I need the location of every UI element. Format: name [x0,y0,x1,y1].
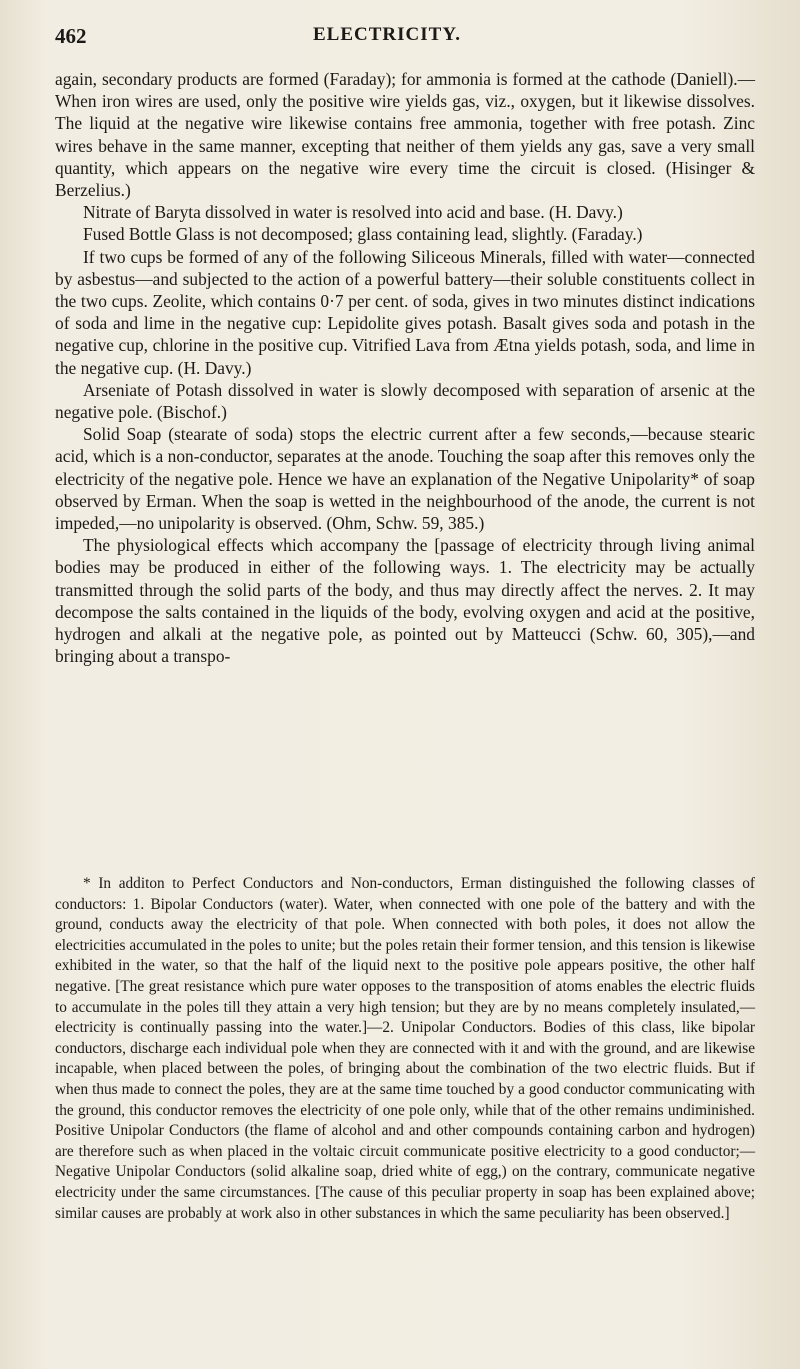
paragraph-physiological-effects: The physiological effects which accompany the [passage of electricity through living animal bodies may be produced in either of the following ways. 1. The electricity may be actually transmitted through the solid parts of the body, and thus may directly affect the nerves. 2. It may decompose the salts contained in the liquids of the body, evolving oxygen and acid at the positive, hydrogen and alkali at the negative pole, as pointed out by Matteucci (Schw. 60, 305),—and bringing about a transpo- [55,535,755,667]
main-text [55,68,755,667]
footnote-conductors: * In additon to Perfect Conductors and Non-conductors, Erman distinguished the following classes of conductors: 1. Bipolar Conductors (water). Water, when connected with one pole of the battery and with the ground, conducts away the electricity of that pole. When connected with both poles, it does not allow the electricities accumulated in the poles to unite; but the poles retain their former tension, and this tension is likewise exhibited in the water, so that the half of the liquid next to the positive pole appears positive, the other half negative. [The great resistance which pure water opposes to the transposition of atoms enables the electric fluids to accumulate in the poles till they attain a very high tension; but they are by no means completely insulated,—electricity is continually passing into the water.]—2. Unipolar Conductors. Bodies of this class, like bipolar conductors, discharge each individual pole when they are connected with it and with the ground, and are likewise incapable, when placed between the poles, of bringing about the combination of the two electric fluids. But if when thus made to connect the poles, they are at the same time touched by a good conductor communicating with the ground, this conductor removes the electricity of one pole only, while that of the other remains undiminished. Positive Unipolar Conductors (the flame of alcohol and and other compounds containing carbon and hydrogen) are therefore such as when placed in the voltaic circuit communicate positive electricity to a good conductor;—Negative Unipolar Conductors (solid alkaline soap, dried white of egg,) on the contrary, communicate negative electricity under the same circumstances. [The cause of this peculiar property in soap has been explained above; similar causes are probably at work also in other substances in which the same peculiarity has been observed.] [55,875,755,1222]
paragraph-solid-soap: Solid Soap (stearate of soda) stops the electric current after a few seconds,—because stearic acid, which is a non-conductor, separates at the anode. Touching the soap after this removes only the electricity of the negative pole. Hence we have an explanation of the Negative Unipolarity* of soap observed by Erman. When the soap is wetted in the neighbourhood of the anode, the current is not impeded,—no unipolarity is observed. (Ohm, Schw. 59, 385.) [55,424,755,534]
paragraph-fused-bottle-glass: Fused Bottle Glass is not decomposed; glass containing lead, slightly. (Faraday.) [83,224,643,245]
page-number: 462 [55,24,87,48]
paragraph-arseniate-of-potash: Arseniate of Potash dissolved in water is slowly decomposed with separation of arsenic at the negative pole. (Bischof.) [55,379,755,423]
paragraph-siliceous-minerals: If two cups be formed of any of the following Siliceous Minerals, filled with water—connected by asbestus—and subjected to the action of a powerful battery—their soluble constituents collect in the two cups. Zeolite, which contains 0·7 per cent. of soda, gives in two minutes distinct indications of soda and lime in the negative cup: Lepidolite gives potash. Basalt gives soda and potash in the negative cup, chlorine in the positive cup. Vitrified Lava from Ætna yields potash, soda, and lime in the negative cup. (H. Davy.) [55,246,755,378]
running-head: ELECTRICITY. [313,24,462,45]
footnote [55,874,755,1224]
page-header [55,24,755,54]
paragraph-iron-zinc-wires: again, secondary products are formed (Faraday); for ammonia is formed at the cathode (Daniell).—When iron wires are used, only the positive wire yields gas, viz., oxygen, but it likewise dissolves. The liquid at the negative wire likewise contains free ammonia, together with free potash. Zinc wires behave in the same manner, excepting that neither of them yields any gas, save a very small quantity, which appears on the negative wire every time the circuit is closed. (Hisinger & Berzelius.) [55,69,755,201]
paragraph-nitrate-of-baryta: Nitrate of Baryta dissolved in water is resolved into acid and base. (H. Davy.) [83,202,623,223]
